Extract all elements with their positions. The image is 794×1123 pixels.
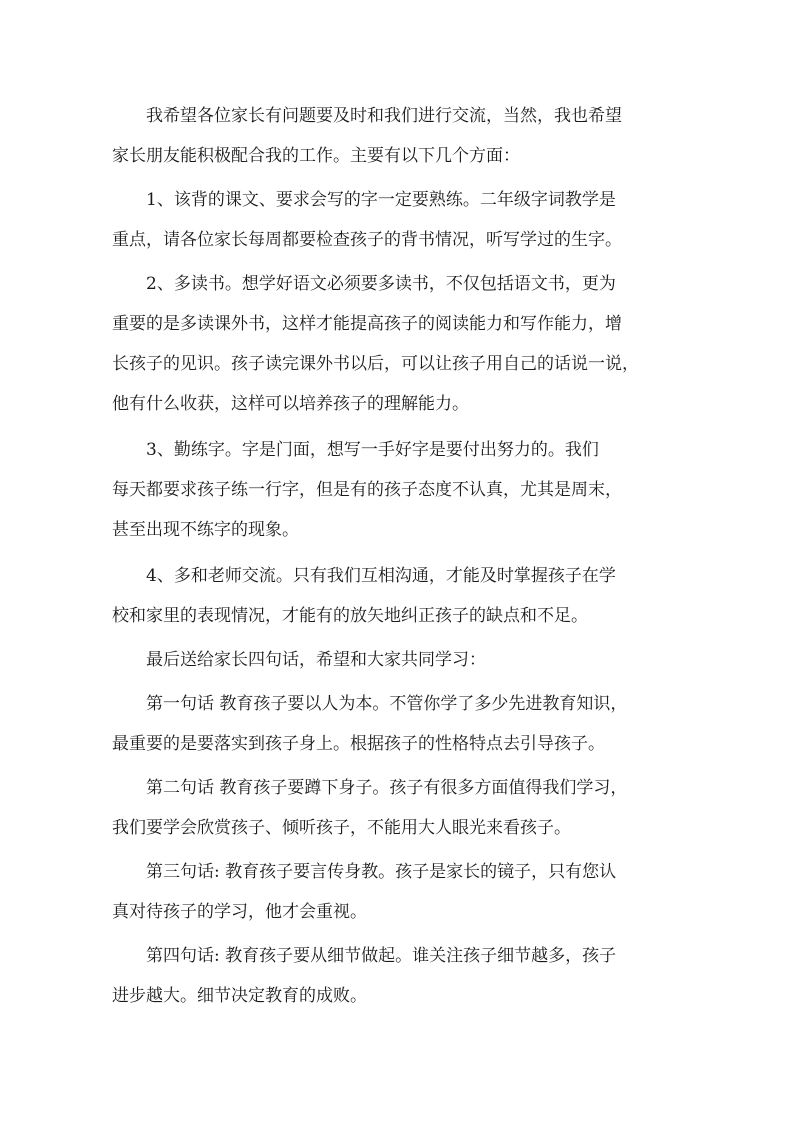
paragraph-line: 第三句话: 教育孩子要言传身教。孩子是家长的镜子，只有您认	[146, 862, 617, 882]
paragraph-line: 重要的是多读课外书，这样才能提高孩子的阅读能力和写作能力，增	[112, 314, 622, 334]
paragraph-line: 重点，请各位家长每周都要检查孩子的背书情况，听写学过的生字。	[112, 230, 622, 250]
paragraph-line: 1、该背的课文、要求会写的字一定要熟练。二年级字词教学是	[146, 190, 616, 210]
paragraph-line: 甚至出现不练字的现象。	[112, 520, 299, 540]
paragraph-saying-4	[112, 936, 682, 1016]
paragraph-line: 我希望各位家长有问题要及时和我们进行交流，当然，我也希望	[146, 106, 622, 126]
paragraph-line: 真对待孩子的学习，他才会重视。	[112, 902, 367, 922]
paragraph-saying-1	[112, 684, 682, 764]
paragraph-line: 最后送给家长四句话，希望和大家共同学习：	[146, 650, 486, 670]
paragraph-intro	[112, 96, 682, 176]
paragraph-saying-3	[112, 852, 682, 932]
paragraph-saying-2	[112, 768, 682, 848]
paragraph-line: 家长朋友能积极配合我的工作。主要有以下几个方面：	[112, 146, 520, 166]
paragraph-closing-intro	[112, 640, 682, 680]
paragraph-line: 他有什么收获，这样可以培养孩子的理解能力。	[112, 394, 469, 414]
paragraph-line: 3、勤练字。字是门面，想写一手好字是要付出努力的。我们	[146, 440, 599, 460]
paragraph-point-3	[112, 430, 682, 550]
paragraph-line: 第一句话 教育孩子要以人为本。不管你学了多少先进教育知识，	[146, 694, 628, 714]
paragraph-line: 第四句话: 教育孩子要从细节做起。谁关注孩子细节越多，孩子	[146, 946, 617, 966]
paragraph-line: 最重要的是要落实到孩子身上。根据孩子的性格特点去引导孩子。	[112, 734, 605, 754]
paragraph-point-1	[112, 180, 682, 260]
paragraph-line: 2、多读书。想学好语文必须要多读书，不仅包括语文书，更为	[146, 274, 616, 294]
paragraph-line: 每天都要求孩子练一行字，但是有的孩子态度不认真，尤其是周末，	[112, 480, 622, 500]
paragraph-line: 我们要学会欣赏孩子、倾听孩子，不能用大人眼光来看孩子。	[112, 818, 571, 838]
paragraph-line: 4、多和老师交流。只有我们互相沟通，才能及时掌握孩子在学	[146, 566, 616, 586]
paragraph-line: 长孩子的见识。孩子读完课外书以后，可以让孩子用自己的话说一说，	[112, 354, 639, 374]
paragraph-line: 校和家里的表现情况，才能有的放矢地纠正孩子的缺点和不足。	[112, 606, 588, 626]
paragraph-point-4	[112, 556, 682, 636]
paragraph-line: 第二句话 教育孩子要蹲下身子。孩子有很多方面值得我们学习，	[146, 778, 628, 798]
paragraph-line: 进步越大。细节决定教育的成败。	[112, 986, 367, 1006]
paragraph-point-2	[112, 264, 682, 424]
